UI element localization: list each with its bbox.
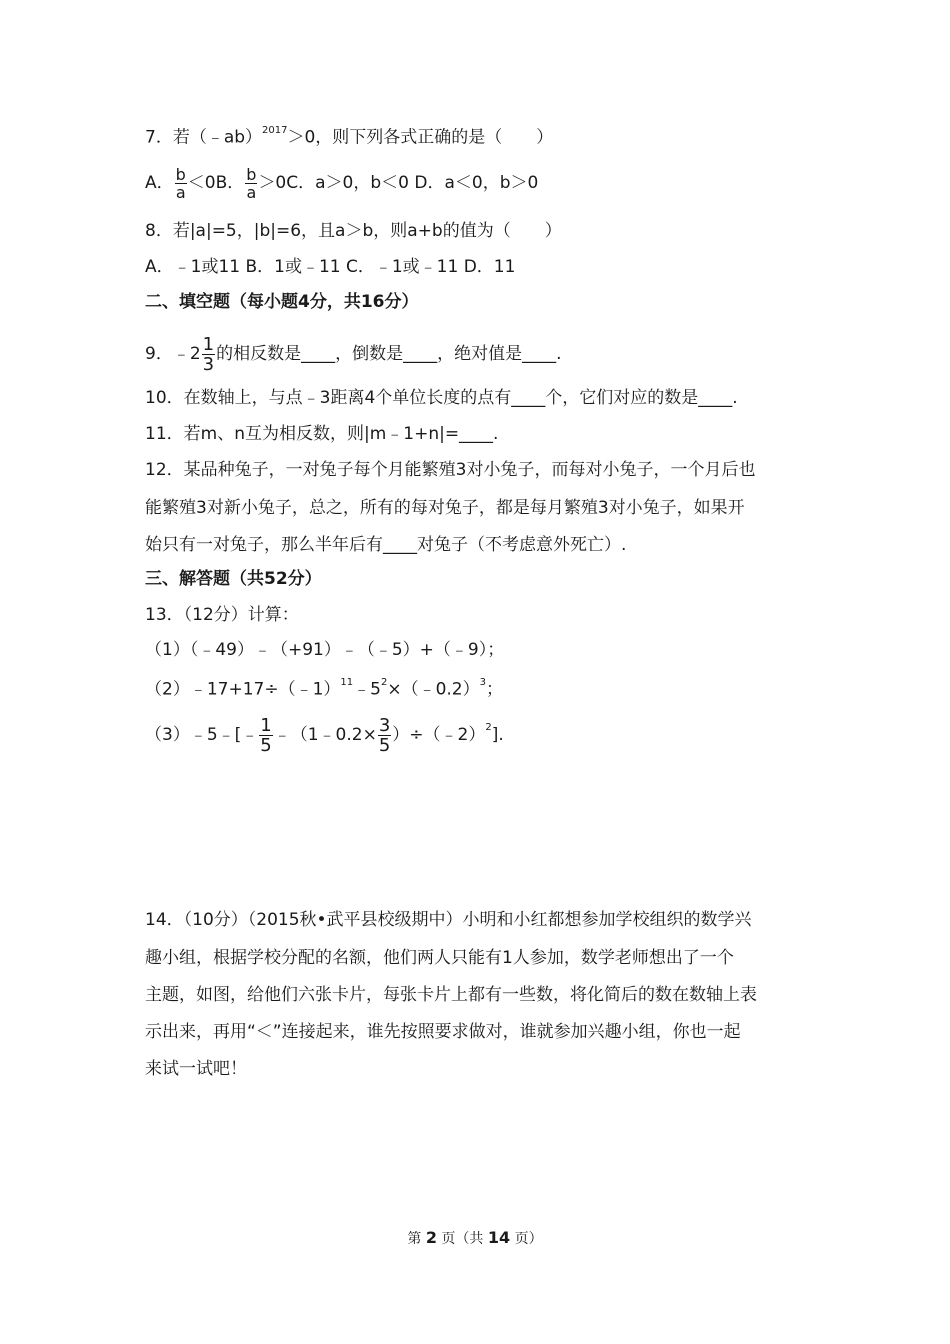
question-13-title: 13．（12分）计算：	[145, 605, 299, 625]
question-14-line-1: 14．（10分）（2015秋•武平县校级期中）小明和小红都想参加学校组织的数学兴	[145, 910, 752, 930]
q7-option-a-label: A．	[145, 173, 174, 193]
question-8-stem: 8．若|a|=5，|b|=6，且a＞b，则a+b的值为（ ）	[145, 221, 562, 241]
q7-fraction-b-over-a-2: $\frac{b}{a}$	[246, 165, 257, 202]
q9-text: 9．﹣2	[145, 344, 201, 364]
q13-fraction-1-5: $\frac{1}{5}$	[260, 715, 272, 756]
question-7-stem	[145, 122, 553, 150]
q13-exponent-11: 11	[340, 677, 354, 688]
q9-fraction: $\frac{1}{3}$	[202, 334, 215, 375]
question-14-line-5: 来试一试吧！	[145, 1059, 247, 1079]
q13-exponent-3: 3	[479, 677, 486, 688]
question-9	[145, 335, 562, 373]
section-3-heading: 三、解答题（共52分）	[145, 569, 322, 589]
q7-text: 7．若（﹣ab）	[145, 127, 263, 148]
q13-fraction-3-5: $\frac{3}{5}$	[378, 715, 391, 756]
question-8-options: A．﹣1或11 B．1或﹣11 C．﹣1或﹣11 D．11	[145, 257, 516, 277]
q7-text-tail: ＞0，则下列各式正确的是（ ）	[287, 127, 554, 148]
question-13-part-2: $(2)﹣17+17\div(﹣1)^{11}﹣5^2\times(﹣0.2)^3$；	[145, 677, 503, 700]
section-2-heading: 二、填空题（每小题4分，共16分）	[145, 292, 419, 312]
q7-option-rest: ＞0C．a＞0，b＜0 D．a＜0，b＞0	[258, 173, 539, 193]
question-14-line-4: 示出来，再用“＜”连接起来，谁先按照要求做对，谁就参加兴趣小组，你也一起	[145, 1022, 741, 1042]
q7-exponent: 2017	[262, 125, 288, 136]
question-13-part-1: （1）（﹣49）﹣（+91）﹣（﹣5）+（﹣9）；	[145, 640, 505, 660]
page-total: 14	[487, 1228, 511, 1247]
page-footer: 第 2 页（共 14 页）	[407, 1228, 543, 1247]
question-12-line-1: 12．某品种兔子，一对兔子每个月能繁殖3对小兔子，而每对小兔子，一个月后也	[145, 460, 756, 480]
question-14-line-2: 趣小组，根据学校分配的名额，他们两人只能有1人参加，数学老师想出了一个	[145, 948, 734, 968]
q9-text-tail: 的相反数是____，倒数是____，绝对值是____.	[216, 344, 562, 364]
page-number: 2	[425, 1228, 437, 1247]
q13-exponent-2b: 2	[485, 722, 492, 734]
q7-option-text: ＜0B．	[187, 173, 245, 193]
question-12-line-2: 能繁殖3对新小兔子，总之，所有的每对兔子，都是每月繁殖3对小兔子，如果开	[145, 498, 745, 518]
q13-exponent-2: 2	[380, 677, 388, 688]
question-12-line-3: 始只有一对兔子，那么半年后有____对兔子（不考虑意外死亡）.	[145, 535, 627, 555]
question-14-line-3: 主题，如图，给他们六张卡片，每张卡片上都有一些数，将化简后的数在数轴上表	[145, 985, 757, 1005]
q7-fraction-b-over-a-1: $\frac{b}{a}$	[175, 165, 186, 202]
question-10: 10．在数轴上，与点﹣3距离4个单位长度的点有____个，它们对应的数是____.	[145, 388, 738, 408]
question-13-part-3: （3）﹣5﹣[﹣ $\frac{1}{5}$ ﹣（1﹣0.2× $\frac{3}{5}$ ）÷（﹣2）$^2$].	[145, 715, 504, 756]
question-11: 11．若m、n互为相反数，则|m﹣1+n|=____.	[145, 424, 499, 444]
question-7-options	[145, 166, 538, 200]
